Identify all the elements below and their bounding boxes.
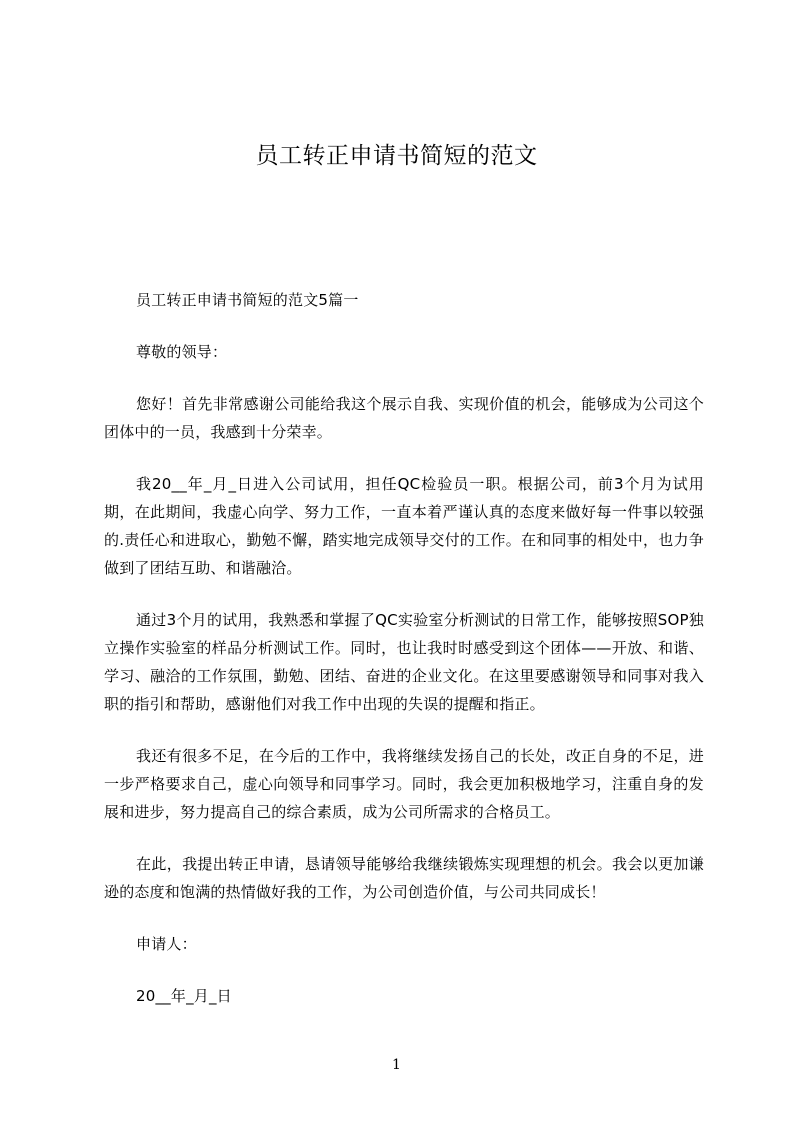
body-paragraph: 我20__年_月_日进入公司试用，担任QC检验员一职。根据公司，前3个月为试用期，在此期间，我虚心向学、努力工作，一直本着严谨认真的态度来做好每一件事以较强的.责任心和进取心，勤勉不懈，踏实地完成领导交付的工作。在和同事的相处中，也力争做到了团结互助、和谐融洽。 xyxy=(104,475,704,577)
applicant-line: 申请人： xyxy=(136,935,197,953)
subtitle-line: 员工转正申请书简短的范文5篇一 xyxy=(136,291,359,309)
salutation-line: 尊敬的领导： xyxy=(136,343,228,361)
date-line: 20__年_月_日 xyxy=(136,987,232,1005)
page-number: 1 xyxy=(392,1057,401,1073)
body-paragraph: 您好！首先非常感谢公司能给我这个展示自我、实现价值的机会，能够成为公司这个团体中的一员，我感到十分荣幸。 xyxy=(104,395,704,441)
body-paragraph: 通过3个月的试用，我熟悉和掌握了QC实验室分析测试的日常工作，能够按照SOP独立操作实验室的样品分析测试工作。同时，也让我时时感受到这个团体——开放、和谐、学习、融洽的工作氛围，勤勉、团结、奋进的企业文化。在这里要感谢领导和同事对我入职的指引和帮助，感谢他们对我工作中出现的失误的提醒和指正。 xyxy=(104,611,704,713)
body-paragraph: 在此，我提出转正申请，恳请领导能够给我继续锻炼实现理想的机会。我会以更加谦逊的态度和饱满的热情做好我的工作，为公司创造价值，与公司共同成长！ xyxy=(104,855,704,901)
body-paragraph: 我还有很多不足，在今后的工作中，我将继续发扬自己的长处，改正自身的不足，进一步严格要求自己，虚心向领导和同事学习。同时，我会更加积极地学习，注重自身的发展和进步，努力提高自己的综合素质，成为公司所需求的合格员工。 xyxy=(104,747,704,821)
document-body xyxy=(104,286,704,1034)
document-title: 员工转正申请书简短的范文 xyxy=(255,143,538,169)
